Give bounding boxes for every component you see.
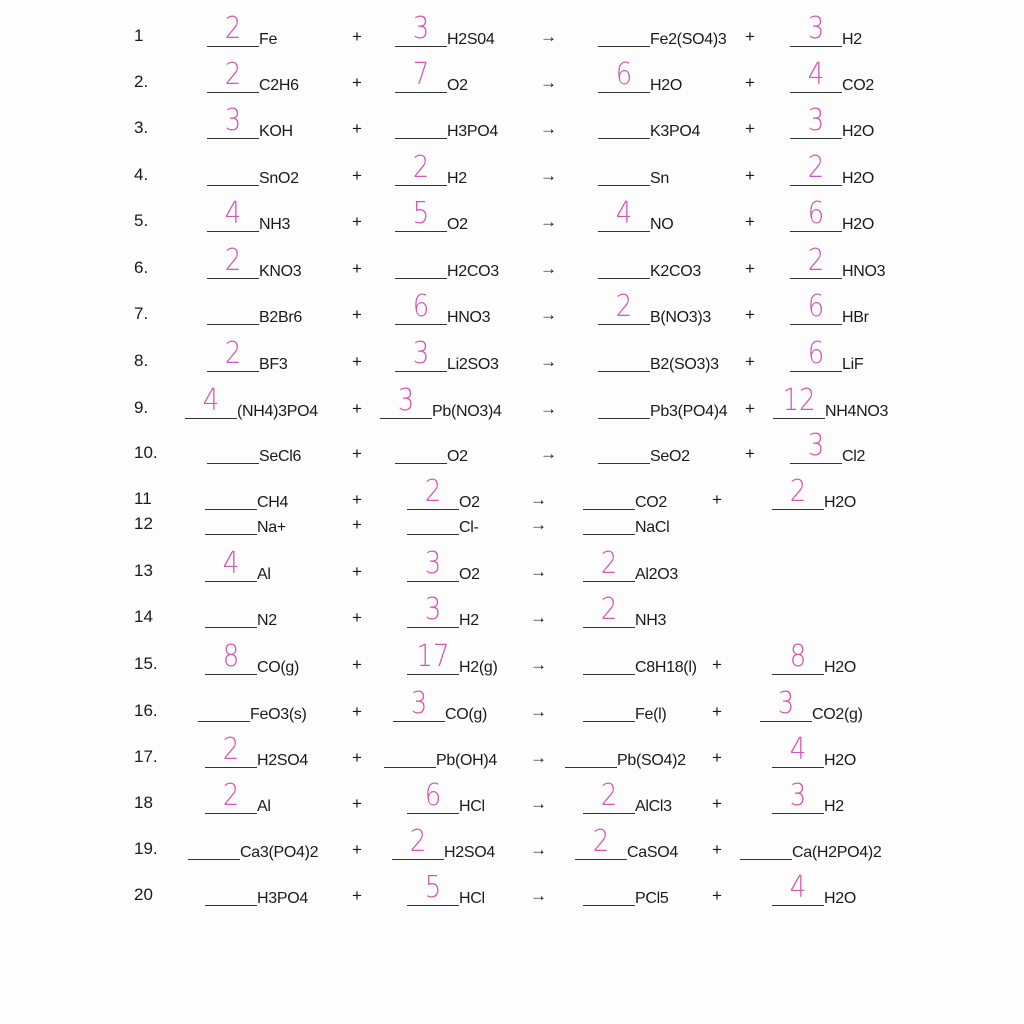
equation-row xyxy=(0,639,1024,680)
coefficient-blank[interactable] xyxy=(760,686,812,722)
handwritten-coefficient: 2 xyxy=(424,474,442,510)
question-number: 20 xyxy=(134,885,153,904)
coefficient-blank[interactable] xyxy=(384,743,436,768)
coefficient-blank[interactable] xyxy=(205,546,257,582)
chemical-formula: KNO3 xyxy=(259,263,302,280)
chemical-formula: Fe2(SO4)3 xyxy=(650,31,727,48)
plus-sign: + xyxy=(745,352,755,371)
chemical-formula: B2Br6 xyxy=(259,309,302,326)
reaction-arrow: → xyxy=(530,702,547,721)
handwritten-coefficient: 3 xyxy=(777,686,795,722)
chemical-formula: H3PO4 xyxy=(447,123,498,140)
reaction-arrow: → xyxy=(540,212,557,231)
coefficient-blank[interactable] xyxy=(598,22,650,47)
question-number: 7. xyxy=(134,304,149,323)
coefficient-blank[interactable] xyxy=(205,603,257,628)
chemical-formula: Na+ xyxy=(257,519,286,536)
question-number: 16. xyxy=(134,701,158,720)
coefficient-blank[interactable] xyxy=(395,57,447,93)
equation-row xyxy=(0,383,1024,424)
reaction-arrow: → xyxy=(540,444,557,463)
coefficient-blank[interactable] xyxy=(598,394,650,419)
chemical-formula: H2 xyxy=(842,31,862,48)
equation-row xyxy=(0,592,1024,633)
coefficient-blank[interactable] xyxy=(772,778,824,814)
chemical-formula: Sn xyxy=(650,170,669,187)
handwritten-coefficient: 4 xyxy=(222,546,240,582)
chemical-formula: CO(g) xyxy=(445,706,488,723)
handwritten-coefficient: 3 xyxy=(397,383,415,419)
plus-sign: + xyxy=(745,444,755,463)
question-number: 15. xyxy=(134,654,158,673)
chemical-formula: CH4 xyxy=(257,494,289,511)
reaction-arrow: → xyxy=(530,515,547,534)
reaction-arrow: → xyxy=(530,655,547,674)
chemical-formula: Cl2 xyxy=(842,448,866,465)
coefficient-blank[interactable] xyxy=(790,11,842,47)
coefficient-blank[interactable] xyxy=(207,103,259,139)
handwritten-coefficient: 6 xyxy=(807,289,825,325)
handwritten-coefficient: 3 xyxy=(412,336,430,372)
chemical-formula: O2 xyxy=(459,494,480,511)
chemical-formula: Al xyxy=(257,798,271,815)
handwritten-coefficient: 2 xyxy=(222,778,240,814)
handwritten-coefficient: 3 xyxy=(224,103,242,139)
question-number: 11 xyxy=(134,489,152,508)
chemical-formula: O2 xyxy=(447,216,468,233)
question-number: 18 xyxy=(134,793,153,812)
coefficient-blank[interactable] xyxy=(598,57,650,93)
coefficient-blank[interactable] xyxy=(583,485,635,510)
handwritten-coefficient: 2 xyxy=(600,778,618,814)
coefficient-blank[interactable] xyxy=(790,150,842,186)
coefficient-blank[interactable] xyxy=(565,743,617,768)
coefficient-blank[interactable] xyxy=(207,161,259,186)
coefficient-blank[interactable] xyxy=(380,383,432,419)
coefficient-blank[interactable] xyxy=(395,196,447,232)
plus-sign: + xyxy=(352,259,362,278)
chemical-formula: CO2(g) xyxy=(812,706,863,723)
handwritten-coefficient: 3 xyxy=(807,11,825,47)
chemical-formula: HCl xyxy=(459,798,485,815)
plus-sign: + xyxy=(745,119,755,138)
coefficient-blank[interactable] xyxy=(207,439,259,464)
chemical-formula: PCl5 xyxy=(635,890,669,907)
chemical-formula: O2 xyxy=(447,77,468,94)
chemical-formula: SnO2 xyxy=(259,170,299,187)
equation-row xyxy=(0,336,1024,377)
chemical-formula: N2 xyxy=(257,612,277,629)
equation-row xyxy=(0,686,1024,727)
equation-row xyxy=(0,150,1024,191)
coefficient-blank[interactable] xyxy=(205,732,257,768)
coefficient-blank[interactable] xyxy=(392,824,444,860)
chemical-formula: H2O xyxy=(842,123,874,140)
chemical-formula: H2 xyxy=(459,612,479,629)
coefficient-blank[interactable] xyxy=(598,254,650,279)
chemical-formula: Ca3(PO4)2 xyxy=(240,844,319,861)
plus-sign: + xyxy=(352,352,362,371)
plus-sign: + xyxy=(712,840,722,859)
chemical-formula: C8H18(l) xyxy=(635,659,697,676)
equation-row xyxy=(0,778,1024,819)
chemical-formula: H2S04 xyxy=(447,31,495,48)
coefficient-blank[interactable] xyxy=(407,592,459,628)
chemical-formula: B(NO3)3 xyxy=(650,309,712,326)
equation-row xyxy=(0,824,1024,865)
handwritten-coefficient: 3 xyxy=(807,103,825,139)
chemical-formula: K2CO3 xyxy=(650,263,701,280)
handwritten-coefficient: 5 xyxy=(424,870,442,906)
coefficient-blank[interactable] xyxy=(395,254,447,279)
coefficient-blank[interactable] xyxy=(207,57,259,93)
question-number: 9. xyxy=(134,398,149,417)
handwritten-coefficient: 4 xyxy=(224,196,242,232)
handwritten-coefficient: 3 xyxy=(410,686,428,722)
handwritten-coefficient: 3 xyxy=(807,428,825,464)
coefficient-blank[interactable] xyxy=(407,778,459,814)
chemical-formula: Pb3(PO4)4 xyxy=(650,403,728,420)
coefficient-blank[interactable] xyxy=(790,57,842,93)
handwritten-coefficient: 3 xyxy=(412,11,430,47)
chemical-formula: Pb(NO3)4 xyxy=(432,403,502,420)
chemical-formula: NH3 xyxy=(635,612,667,629)
reaction-arrow: → xyxy=(530,490,547,509)
chemical-formula: HBr xyxy=(842,309,869,326)
plus-sign: + xyxy=(712,490,722,509)
chemical-formula: HNO3 xyxy=(447,309,491,326)
plus-sign: + xyxy=(352,444,362,463)
coefficient-blank[interactable] xyxy=(790,428,842,464)
question-number: 1 xyxy=(134,26,144,45)
plus-sign: + xyxy=(745,259,755,278)
chemical-formula: C2H6 xyxy=(259,77,299,94)
chemical-formula: Fe(l) xyxy=(635,706,667,723)
chemical-formula: SeCl6 xyxy=(259,448,302,465)
chemical-formula: H2 xyxy=(447,170,467,187)
coefficient-blank[interactable] xyxy=(395,114,447,139)
coefficient-blank[interactable] xyxy=(583,510,635,535)
chemical-formula: NH4NO3 xyxy=(825,403,889,420)
handwritten-coefficient: 3 xyxy=(424,546,442,582)
coefficient-blank[interactable] xyxy=(395,439,447,464)
equation-row xyxy=(0,103,1024,144)
plus-sign: + xyxy=(352,748,362,767)
reaction-arrow: → xyxy=(540,166,557,185)
plus-sign: + xyxy=(352,562,362,581)
plus-sign: + xyxy=(712,886,722,905)
chemical-formula: (NH4)3PO4 xyxy=(237,403,318,420)
handwritten-coefficient: 2 xyxy=(224,243,242,279)
question-number: 14 xyxy=(134,607,153,626)
coefficient-blank[interactable] xyxy=(772,732,824,768)
handwritten-coefficient: 2 xyxy=(592,824,610,860)
reaction-arrow: → xyxy=(530,608,547,627)
coefficient-blank[interactable] xyxy=(598,114,650,139)
handwritten-coefficient: 17 xyxy=(416,639,450,675)
chemical-formula: Cl- xyxy=(459,519,479,536)
chemical-formula: H2 xyxy=(824,798,844,815)
chemical-formula: AlCl3 xyxy=(635,798,672,815)
plus-sign: + xyxy=(352,655,362,674)
chemical-formula: CO2 xyxy=(635,494,667,511)
question-number: 5. xyxy=(134,211,149,230)
coefficient-blank[interactable] xyxy=(205,510,257,535)
coefficient-blank[interactable] xyxy=(407,870,459,906)
plus-sign: + xyxy=(745,73,755,92)
chemical-formula: Li2SO3 xyxy=(447,356,499,373)
reaction-arrow: → xyxy=(530,840,547,859)
handwritten-coefficient: 2 xyxy=(224,336,242,372)
coefficient-blank[interactable] xyxy=(407,546,459,582)
chemical-formula: H2SO4 xyxy=(444,844,495,861)
handwritten-coefficient: 2 xyxy=(615,289,633,325)
handwritten-coefficient: 7 xyxy=(412,57,430,93)
handwritten-coefficient: 6 xyxy=(412,289,430,325)
handwritten-coefficient: 8 xyxy=(222,639,240,675)
plus-sign: + xyxy=(352,608,362,627)
chemical-formula: H2O xyxy=(650,77,682,94)
equation-row xyxy=(0,243,1024,284)
coefficient-blank[interactable] xyxy=(598,161,650,186)
handwritten-coefficient: 2 xyxy=(412,150,430,186)
handwritten-coefficient: 2 xyxy=(409,824,427,860)
chemical-formula: H2SO4 xyxy=(257,752,308,769)
plus-sign: + xyxy=(352,27,362,46)
plus-sign: + xyxy=(745,212,755,231)
coefficient-blank[interactable] xyxy=(205,778,257,814)
plus-sign: + xyxy=(352,212,362,231)
chemical-formula: BF3 xyxy=(259,356,288,373)
question-number: 10. xyxy=(134,443,158,462)
equation-row xyxy=(0,870,1024,911)
reaction-arrow: → xyxy=(530,886,547,905)
question-number: 6. xyxy=(134,258,149,277)
chemical-formula: FeO3(s) xyxy=(250,706,307,723)
handwritten-coefficient: 6 xyxy=(424,778,442,814)
equation-row xyxy=(0,289,1024,330)
equation-row xyxy=(0,196,1024,237)
chemical-formula: H2O xyxy=(842,170,874,187)
coefficient-blank[interactable] xyxy=(205,485,257,510)
coefficient-blank[interactable] xyxy=(407,639,459,675)
chemical-formula: H2(g) xyxy=(459,659,498,676)
chemical-formula: HNO3 xyxy=(842,263,886,280)
chemical-formula: NO xyxy=(650,216,674,233)
plus-sign: + xyxy=(745,27,755,46)
equation-row xyxy=(0,11,1024,52)
plus-sign: + xyxy=(352,305,362,324)
coefficient-blank[interactable] xyxy=(583,650,635,675)
reaction-arrow: → xyxy=(540,352,557,371)
chemical-formula: Pb(OH)4 xyxy=(436,752,498,769)
handwritten-coefficient: 2 xyxy=(600,546,618,582)
coefficient-blank[interactable] xyxy=(188,835,240,860)
handwritten-coefficient: 4 xyxy=(202,383,220,419)
question-number: 2. xyxy=(134,72,149,91)
coefficient-blank[interactable] xyxy=(583,697,635,722)
chemical-formula: Al xyxy=(257,566,271,583)
plus-sign: + xyxy=(712,794,722,813)
reaction-arrow: → xyxy=(530,794,547,813)
coefficient-blank[interactable] xyxy=(598,196,650,232)
chemical-formula: Ca(H2PO4)2 xyxy=(792,844,882,861)
handwritten-coefficient: 4 xyxy=(615,196,633,232)
chemical-formula: CO(g) xyxy=(257,659,300,676)
plus-sign: + xyxy=(745,399,755,418)
coefficient-blank[interactable] xyxy=(583,881,635,906)
chemical-formula: H2CO3 xyxy=(447,263,499,280)
chemical-formula: Al2O3 xyxy=(635,566,678,583)
coefficient-blank[interactable] xyxy=(575,824,627,860)
coefficient-blank[interactable] xyxy=(407,510,459,535)
chemical-formula: H2O xyxy=(824,659,856,676)
coefficient-blank[interactable] xyxy=(393,686,445,722)
reaction-arrow: → xyxy=(540,259,557,278)
chemical-formula: NaCl xyxy=(635,519,670,536)
handwritten-coefficient: 2 xyxy=(222,732,240,768)
coefficient-blank[interactable] xyxy=(598,347,650,372)
reaction-arrow: → xyxy=(530,748,547,767)
coefficient-blank[interactable] xyxy=(207,336,259,372)
reaction-arrow: → xyxy=(540,399,557,418)
coefficient-blank[interactable] xyxy=(790,196,842,232)
chemical-formula: H2O xyxy=(824,890,856,907)
coefficient-blank[interactable] xyxy=(207,11,259,47)
chemical-formula: H2O xyxy=(824,494,856,511)
handwritten-coefficient: 2 xyxy=(600,592,618,628)
chemical-formula: K3PO4 xyxy=(650,123,701,140)
plus-sign: + xyxy=(712,748,722,767)
question-number: 8. xyxy=(134,351,149,370)
plus-sign: + xyxy=(745,305,755,324)
handwritten-coefficient: 5 xyxy=(412,196,430,232)
equation-row xyxy=(0,510,1024,540)
equation-row xyxy=(0,546,1024,587)
plus-sign: + xyxy=(712,655,722,674)
coefficient-blank[interactable] xyxy=(207,300,259,325)
chemical-formula: Pb(SO4)2 xyxy=(617,752,686,769)
plus-sign: + xyxy=(352,702,362,721)
plus-sign: + xyxy=(352,73,362,92)
plus-sign: + xyxy=(352,794,362,813)
equation-row xyxy=(0,428,1024,469)
handwritten-coefficient: 4 xyxy=(789,732,807,768)
equation-row xyxy=(0,732,1024,773)
chemical-formula: H2O xyxy=(824,752,856,769)
coefficient-blank[interactable] xyxy=(198,697,250,722)
handwritten-coefficient: 3 xyxy=(424,592,442,628)
chemical-formula: LiF xyxy=(842,356,864,373)
coefficient-blank[interactable] xyxy=(790,243,842,279)
question-number: 3. xyxy=(134,118,149,137)
handwritten-coefficient: 4 xyxy=(807,57,825,93)
handwritten-coefficient: 2 xyxy=(789,474,807,510)
chemical-formula: B2(SO3)3 xyxy=(650,356,719,373)
plus-sign: + xyxy=(352,166,362,185)
plus-sign: + xyxy=(352,515,362,534)
coefficient-blank[interactable] xyxy=(395,150,447,186)
coefficient-blank[interactable] xyxy=(205,639,257,675)
chemical-formula: Fe xyxy=(259,31,278,48)
handwritten-coefficient: 6 xyxy=(807,196,825,232)
reaction-arrow: → xyxy=(530,562,547,581)
chemical-formula: SeO2 xyxy=(650,448,690,465)
coefficient-blank[interactable] xyxy=(772,474,824,510)
coefficient-blank[interactable] xyxy=(598,289,650,325)
handwritten-coefficient: 8 xyxy=(789,639,807,675)
handwritten-coefficient: 6 xyxy=(615,57,633,93)
question-number: 4. xyxy=(134,165,149,184)
coefficient-blank[interactable] xyxy=(205,881,257,906)
coefficient-blank[interactable] xyxy=(583,592,635,628)
plus-sign: + xyxy=(712,702,722,721)
question-number: 12 xyxy=(134,514,153,533)
handwritten-coefficient: 3 xyxy=(789,778,807,814)
chemical-formula: HCl xyxy=(459,890,485,907)
chemical-formula: H3PO4 xyxy=(257,890,308,907)
chemical-formula: NH3 xyxy=(259,216,291,233)
coefficient-blank[interactable] xyxy=(395,289,447,325)
coefficient-blank[interactable] xyxy=(207,196,259,232)
coefficient-blank[interactable] xyxy=(790,103,842,139)
coefficient-blank[interactable] xyxy=(395,336,447,372)
plus-sign: + xyxy=(352,840,362,859)
plus-sign: + xyxy=(745,166,755,185)
coefficient-blank[interactable] xyxy=(598,439,650,464)
question-number: 13 xyxy=(134,561,153,580)
chemical-formula: O2 xyxy=(459,566,480,583)
chemical-formula: KOH xyxy=(259,123,293,140)
plus-sign: + xyxy=(352,399,362,418)
question-number: 17. xyxy=(134,747,158,766)
coefficient-blank[interactable] xyxy=(407,474,459,510)
handwritten-coefficient: 2 xyxy=(224,57,242,93)
coefficient-blank[interactable] xyxy=(790,336,842,372)
chemical-formula: CO2 xyxy=(842,77,874,94)
equation-row xyxy=(0,57,1024,98)
reaction-arrow: → xyxy=(540,305,557,324)
reaction-arrow: → xyxy=(540,119,557,138)
handwritten-coefficient: 2 xyxy=(224,11,242,47)
coefficient-blank[interactable] xyxy=(395,11,447,47)
coefficient-blank[interactable] xyxy=(790,289,842,325)
coefficient-blank[interactable] xyxy=(185,383,237,419)
reaction-arrow: → xyxy=(540,73,557,92)
plus-sign: + xyxy=(352,886,362,905)
coefficient-blank[interactable] xyxy=(583,546,635,582)
handwritten-coefficient: 6 xyxy=(807,336,825,372)
plus-sign: + xyxy=(352,490,362,509)
handwritten-coefficient: 12 xyxy=(782,383,816,419)
handwritten-coefficient: 4 xyxy=(789,870,807,906)
plus-sign: + xyxy=(352,119,362,138)
coefficient-blank[interactable] xyxy=(772,639,824,675)
coefficient-blank[interactable] xyxy=(207,243,259,279)
question-number: 19. xyxy=(134,839,158,858)
reaction-arrow: → xyxy=(540,27,557,46)
coefficient-blank[interactable] xyxy=(772,870,824,906)
chemical-formula: H2O xyxy=(842,216,874,233)
chemical-formula: O2 xyxy=(447,448,468,465)
chemical-formula: CaSO4 xyxy=(627,844,678,861)
coefficient-blank[interactable] xyxy=(740,835,792,860)
handwritten-coefficient: 2 xyxy=(807,150,825,186)
coefficient-blank[interactable] xyxy=(773,383,825,419)
coefficient-blank[interactable] xyxy=(583,778,635,814)
handwritten-coefficient: 2 xyxy=(807,243,825,279)
